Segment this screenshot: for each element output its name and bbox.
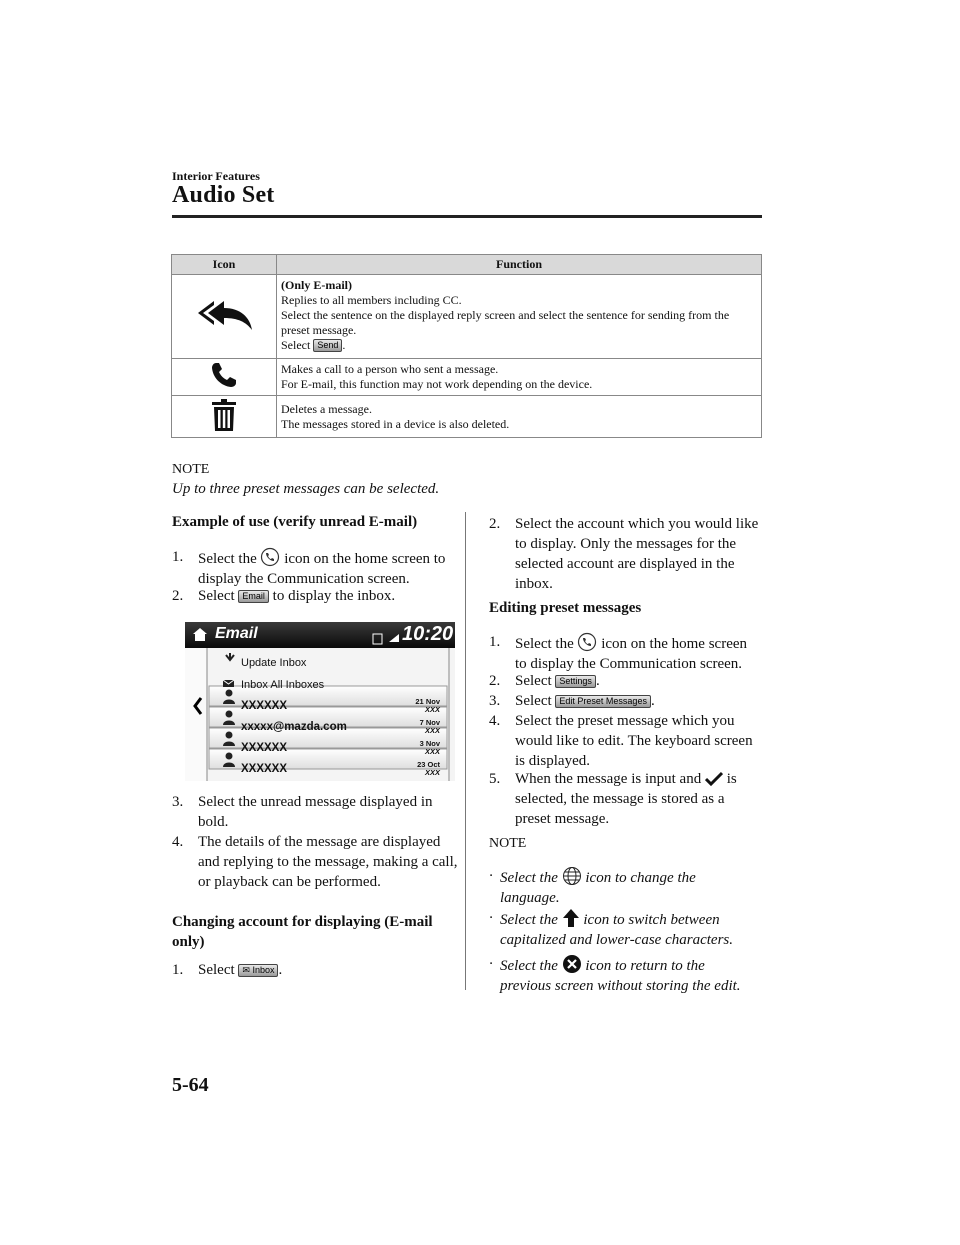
trash-cell xyxy=(172,396,277,438)
reply-all-desc xyxy=(277,275,762,359)
col-header-function: Function xyxy=(277,255,762,275)
right-s5: 5. When the message is input and is selected, the message is stored as a preset message. xyxy=(489,771,737,827)
cancel-x-icon xyxy=(562,954,582,974)
phone-line2: For E-mail, this function may not work depending on the device. xyxy=(281,377,593,391)
reply-all-icon xyxy=(194,297,254,333)
communication-icon xyxy=(577,632,597,652)
checkmark-icon xyxy=(705,771,723,787)
globe-icon xyxy=(562,866,582,886)
message-date: 23 Oct XXX xyxy=(417,760,440,777)
icon-function-table xyxy=(171,254,762,438)
section-label: Interior Features xyxy=(172,169,260,183)
example-heading: Example of use (verify unread E-mail) xyxy=(172,514,418,530)
changing-account-heading: Changing account for displaying (E-mail only) xyxy=(172,914,433,950)
right-s3: 3. Select Edit Preset Messages . xyxy=(489,693,655,709)
edit-preset-messages-button: Edit Preset Messages xyxy=(555,695,651,708)
editing-preset-heading: Editing preset messages xyxy=(489,600,642,616)
phone-icon xyxy=(209,360,239,390)
menu-update-inbox[interactable]: Update Inbox xyxy=(241,657,307,669)
col-header-icon: Icon xyxy=(172,255,277,275)
reply-all-line2: Select the sentence on the displayed reply screen and select the sentence for sending from the preset message. xyxy=(281,308,730,337)
note-text: Up to three preset messages can be selected. xyxy=(172,481,440,497)
message-from[interactable]: XXXXXX xyxy=(241,700,288,712)
column-divider xyxy=(465,512,466,990)
shift-arrow-icon xyxy=(562,908,580,928)
reply-all-cell xyxy=(172,275,277,359)
message-date: 21 Nov XXX xyxy=(415,697,440,714)
left-step-5: 1. Select ✉ Inbox . xyxy=(172,962,283,978)
inbox-button: ✉ Inbox xyxy=(238,964,278,977)
phone-line1: Makes a call to a person who sent a message. xyxy=(281,362,499,376)
title-rule xyxy=(172,215,762,218)
communication-icon xyxy=(260,547,280,567)
right-s2: 2. Select Settings . xyxy=(489,673,600,689)
right-s1: 1. Select the icon on the home screen to display the Communication screen. xyxy=(489,634,748,672)
note-bullet-1: · Select the icon to change the language. xyxy=(489,868,696,906)
reply-all-line1: Replies to all members including CC. xyxy=(281,293,462,307)
send-button: Send xyxy=(313,339,342,352)
message-date: 7 Nov XXX xyxy=(419,718,440,735)
note-heading: NOTE xyxy=(172,462,210,477)
email-screen xyxy=(185,622,455,781)
note-heading-2: NOTE xyxy=(489,836,527,851)
message-from[interactable]: XXXXXX xyxy=(241,763,288,775)
phone-desc xyxy=(277,359,762,396)
trash-line1: Deletes a message. xyxy=(281,401,372,416)
screen-time: 10:20 xyxy=(402,623,454,645)
menu-inbox-all[interactable]: Inbox All Inboxes xyxy=(241,679,325,691)
settings-button: Settings xyxy=(555,675,596,688)
page-title: Audio Set xyxy=(172,182,275,208)
reply-all-title: (Only E-mail) xyxy=(281,278,352,292)
note-bullet-2: · Select the icon to switch between capitalized and lower-case characters. xyxy=(489,910,733,948)
note-bullet-3: · Select the icon to return to the previous screen without storing the edit. xyxy=(489,956,741,994)
message-from[interactable]: XXXXXX xyxy=(241,742,288,754)
left-step-3: 3. Select the unread message displayed in bold. xyxy=(172,794,433,830)
page-number: 5-64 xyxy=(172,1074,209,1096)
reply-all-select: Select Send . xyxy=(281,338,346,352)
left-step-2: 2. Select Email to display the inbox. xyxy=(172,588,396,604)
screen-title: Email xyxy=(215,625,258,642)
message-from[interactable]: xxxxx@mazda.com xyxy=(241,721,347,733)
trash-icon xyxy=(210,398,238,432)
right-s4: 4. Select the preset message which you would like to edit. The keyboard screen is displayed. xyxy=(489,713,753,769)
email-button: Email xyxy=(238,590,269,603)
trash-line2: The messages stored in a device is also deleted. xyxy=(281,416,510,431)
message-date: 3 Nov XXX xyxy=(419,739,440,756)
left-step-4: 4. The details of the message are displayed and replying to the message, making a call, or playback can be performed. xyxy=(172,834,458,890)
trash-desc xyxy=(277,396,762,438)
right-step-2: 2. Select the account which you would like to display. Only the messages for the selected account are displayed in the inbox. xyxy=(489,516,759,592)
phone-cell xyxy=(172,359,277,396)
left-step-1: 1. Select the icon on the home screen to display the Communication screen. xyxy=(172,549,446,587)
